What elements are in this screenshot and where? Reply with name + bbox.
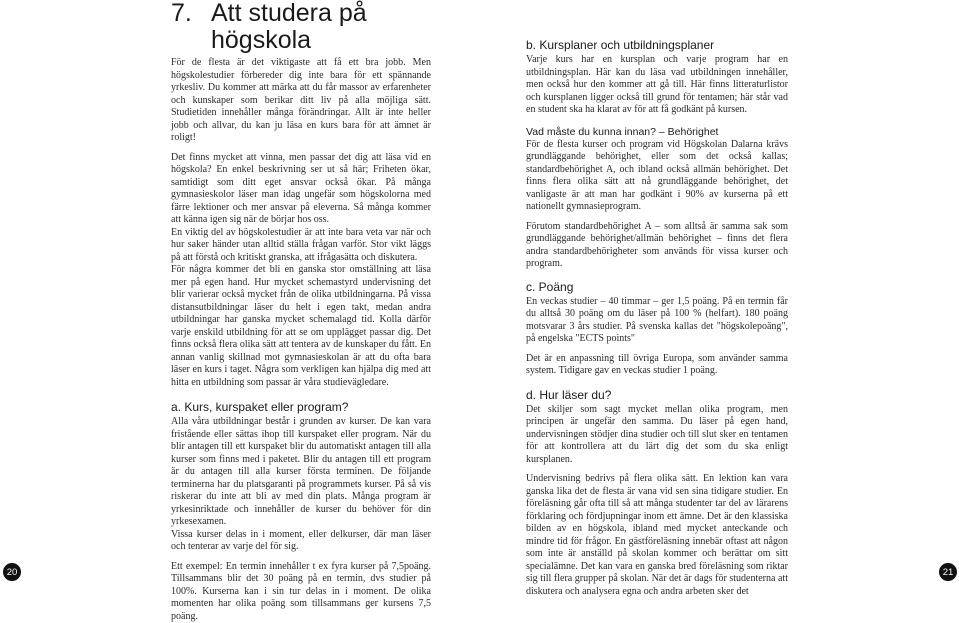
section-b-heading: b. Kursplaner och utbildningsplaner <box>526 38 788 52</box>
behorighet-subheading: Vad måste du kunna innan? – Behörighet <box>526 126 788 139</box>
section-b-paragraph: Varje kurs har en kursplan och varje program har en utbildningsplan. Här kan du läsa vad utbildningen innehåller, men också hur den kommer att gå till. Här finns litteraturlistor och kursplanen ligger också till grund för tentamen; här står vad en student ska ha klarat av för att få godkänt på kursen. <box>526 54 788 117</box>
left-column <box>171 57 431 623</box>
intro-paragraph: En viktig del av högskolestudier är att inte bara veta var när och hur saker händer utan alltid ställa frågan varför. Stor vikt läggs på att förstå och kritiskt granska, att ifrågasätta och diskutera. <box>171 227 431 265</box>
section-c-heading: c. Poäng <box>526 280 788 294</box>
chapter-number: 7. <box>171 0 211 27</box>
chapter-title-line2: högskola <box>171 27 451 54</box>
page-number-right: 21 <box>939 563 957 581</box>
page-number-left: 20 <box>3 563 21 581</box>
section-c-paragraph: En veckas studier – 40 timmar – ger 1,5 poäng. På en termin får du alltså 30 poäng om du läser på 100 % (helfart). 180 poäng motsvarar 3 års studier. På svenska kallas det "högskolepoäng", på engelska "ECTS points" <box>526 296 788 346</box>
section-a-paragraph: Vissa kurser delas in i moment, eller delkurser, där man läser och tenterar av varje del för sig. <box>171 529 431 554</box>
intro-paragraph: För de flesta är det viktigaste att få ett bra jobb. Men högskolestudier förbereder dig inte bara för ett spännande yrkesliv. Du kommer att märka att du får massor av erfarenheter och kunskaper som berikar ditt liv på alla möjliga sätt. Studietiden innehåller många förändringar. Allt är inte heller jobb och allvar, du kan ju läsa en kurs bara för att ämnet är roligt! <box>171 57 431 145</box>
section-d-paragraph: Undervisning bedrivs på flera olika sätt. En lektion kan vara ganska lika det de flesta är vana vid sen sina tidigare studier. En föreläsning går ofta till så att många studenter tar del av lärarens förklaring och fördjupningar inom ett ämne. Det är den klassiska bilden av en högskola, ibland med mycket anteckande och mindre tid för frågor. En gästföreläsning innebär oftast att någon som inte är anställd på skolan kommer och berättar om sitt specialämne. Det kan vara en ganska bred föreläsning som riktar sig till flera grupper på skolan. När det är dags för studenterna att diskutera och analysera egna och andra arbeten sker det <box>526 473 788 598</box>
section-a-heading: a. Kurs, kurspaket eller program? <box>171 400 431 414</box>
section-b-paragraph: För de flesta kurser och program vid Högskolan Dalarna krävs grundläggande behörighet, eller som det också kallas; standardbehörighet A, och ibland också allmän behörighet. Det finns flera olika sätt att nå grundläggande behörighet, det vanligaste är att man har godkänt i 90% av kurserna på ett nationellt gymnasieprogram. <box>526 139 788 214</box>
section-d-heading: d. Hur läser du? <box>526 388 788 402</box>
section-c-paragraph: Det är en anpassning till övriga Europa, som använder samma system. Tidigare gav en veckas studier 1 poäng. <box>526 353 788 378</box>
intro-paragraph: Det finns mycket att vinna, men passar det dig att läsa vid en högskola? En enkel beskrivning ser ut så här; Friheten ökar, samtidigt som ditt eget ansvar också ökar. På många gymnasieskolor läser man idag ungefär som högskolorna med färre lektioner och mer ansvar på eleverna. Så många kommer att känna igen sig när de börjar hos oss. <box>171 152 431 227</box>
section-a-paragraph: Ett exempel: En termin innehåller t ex fyra kurser på 7,5poäng. Tillsammans blir det 30 poäng på en termin, dvs studier på 100%. Kurserna kan i sin tur delas in i moment. De olika momenten har olika poäng som tillsammans ger kursens 7,5 poäng. <box>171 561 431 623</box>
section-d-paragraph: Det skiljer som sagt mycket mellan olika program, men principen är ungefär den samma. Du läser på egen hand, undervisningen stödjer dina studier och till slut sker en tentamen för att kontrollera att du lärt dig det som du ska enligt kursplanen. <box>526 404 788 467</box>
section-a-paragraph: Alla våra utbildningar består i grunden av kurser. De kan vara fristående eller sättas ihop till kurspaket eller program. När du blir antagen till ett kurspaket blir du automatiskt antagen till alla kurser som finns med i paketet. Blir du antagen till ett program är du antagen till alla kurser första terminen. De följande terminerna har du platsgaranti på programmets kurser. På så vis riskerar du inte att bli av med din plats. Många program är yrkesinriktade och innehåller de kurser du behöver för din yrkesexamen. <box>171 416 431 529</box>
section-b-paragraph: Förutom standardbehörighet A – som alltså är samma sak som grundläggande behörighet/allmän behörighet – finns det flera andra standardbehörigheter som används för vissa kurser och program. <box>526 221 788 271</box>
right-column <box>526 38 788 598</box>
intro-paragraph: För några kommer det bli en ganska stor omställning att läsa mer på egen hand. Hur mycket schemastyrd undervisning det blir varierar också mycket från de olika utbildningarna. På vissa distansutbildningar läser du helt i egen takt, medan andra utbildningar har ganska mycket schemalagd tid. Kolla därför varje enskild utbildning för att se om upplägget passar dig. Det finns också flera olika sätt att tentera av de kunskaper du fått. En annan vanlig skillnad mot gymnasieskolan är att du ofta bara läser en kurs i taget. Några som verkligen kan hjälpa dig med att hitta en utbildning som passar är våra studievägledare. <box>171 264 431 389</box>
chapter-title <box>171 0 451 54</box>
chapter-title-line1: Att studera på <box>211 0 367 27</box>
